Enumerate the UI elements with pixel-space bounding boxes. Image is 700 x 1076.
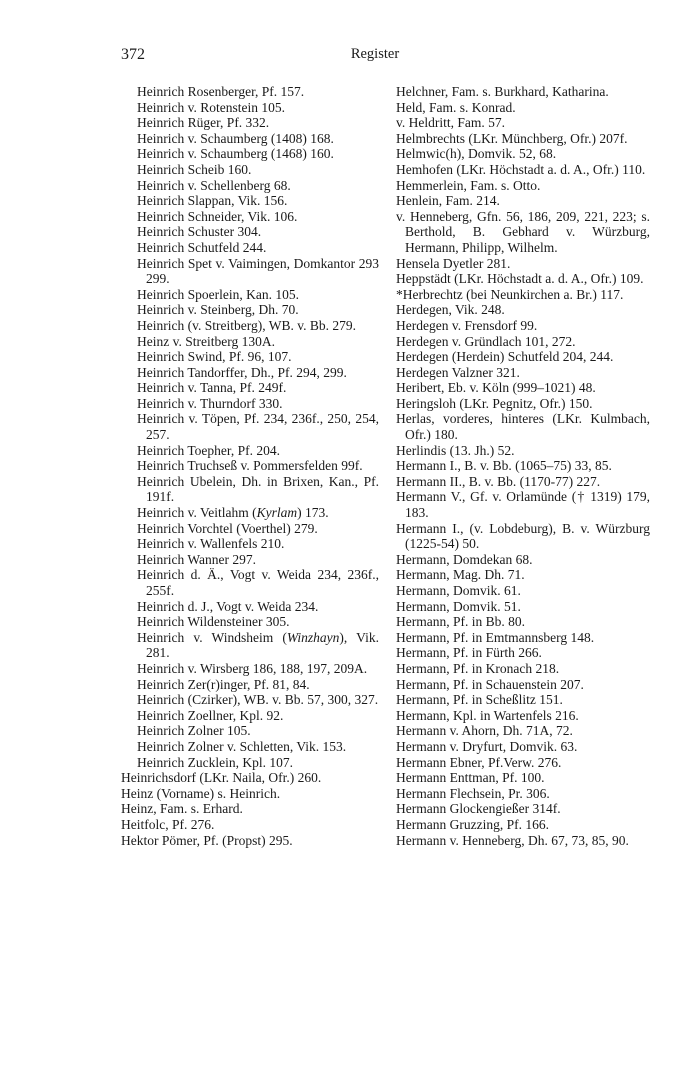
index-entry: Heinrich Zoellner, Kpl. 92. bbox=[137, 707, 284, 723]
index-entry: Heinrich v. Wallenfels 210. bbox=[137, 536, 285, 552]
index-entry: Heinrich v. Steinberg, Dh. 70. bbox=[137, 302, 299, 318]
index-entry: Heinrich Schuster 304. bbox=[137, 224, 262, 240]
index-entry: Hermann II., B. v. Bb. (1170-77) 227. bbox=[396, 473, 601, 489]
index-entry: Hemhofen (LKr. Höchstadt a. d. A., Ofr.) 110. bbox=[396, 161, 646, 177]
entry-italic-text: Kyrlam bbox=[256, 505, 298, 521]
index-entry: Herdegen, Vik. 248. bbox=[396, 302, 505, 318]
index-entry: Heinrich Spoerlein, Kan. 105. bbox=[137, 286, 299, 302]
index-entry: Herdegen v. Frensdorf 99. bbox=[396, 317, 538, 333]
running-title: Register bbox=[350, 46, 400, 62]
index-entry: Heinrich Schutfeld 244. bbox=[137, 239, 267, 255]
index-entry: Hermann Enttman, Pf. 100. bbox=[396, 770, 545, 786]
index-entry: Hermann Flechsein, Pr. 306. bbox=[396, 785, 550, 801]
entry-text: ), Vik. 281. bbox=[146, 629, 379, 661]
index-entry: Heinrich Slappan, Vik. 156. bbox=[137, 193, 288, 209]
index-entry: Heinrich Zolner 105. bbox=[137, 723, 251, 739]
index-entry: Heinrich Zer(r)inger, Pf. 81, 84. bbox=[137, 676, 310, 692]
index-entry: Hermann, Pf. in Kronach 218. bbox=[396, 660, 560, 676]
entry-italic-text: Winzhayn bbox=[286, 629, 340, 645]
index-entry: Herlindis (13. Jh.) 52. bbox=[396, 442, 515, 458]
index-entry: Helchner, Fam. s. Burkhard, Katharina. bbox=[396, 84, 609, 99]
index-entry: Heinrich Zolner v. Schletten, Vik. 153. bbox=[137, 738, 347, 754]
index-entry: Heinrich v. Rotenstein 105. bbox=[137, 99, 285, 115]
index-entry: Heinrich Schneider, Vik. 106. bbox=[137, 208, 298, 224]
index-entry: Heinrich Rüger, Pf. 332. bbox=[137, 115, 270, 131]
index-entry: Heinz (Vorname) s. Heinrich. bbox=[121, 785, 281, 801]
index-entry: Heinrich v. Schellenberg 68. bbox=[137, 177, 291, 193]
index-entry: Heinrich Swind, Pf. 96, 107. bbox=[137, 349, 292, 365]
index-entry: Heinrich Spet v. Vaimingen, Domkantor 293 299. bbox=[137, 255, 379, 287]
index-entry: Heinrich Zucklein, Kpl. 107. bbox=[137, 754, 293, 770]
index-entry: Hermann I., (v. Lobdeburg), B. v. Würzburg (1225-54) 50. bbox=[396, 520, 650, 552]
index-entry: Heinrich v. Wirsberg 186, 188, 197, 209A. bbox=[137, 660, 368, 676]
index-entry: Heinrich v. Tanna, Pf. 249f. bbox=[137, 380, 287, 396]
index-entry: Hektor Pömer, Pf. (Propst) 295. bbox=[121, 832, 293, 848]
index-entry: Hermann Gruzzing, Pf. 166. bbox=[396, 816, 549, 832]
index-entry: Heinrich (Czirker), WB. v. Bb. 57, 300, 327. bbox=[137, 692, 379, 708]
index-entry: Hemmerlein, Fam. s. Otto. bbox=[396, 177, 541, 193]
index-entry: v. Heldritt, Fam. 57. bbox=[396, 115, 505, 131]
index-entry: Herlas, vorderes, hinteres (LKr. Kulmbach, Ofr.) 180. bbox=[396, 411, 650, 443]
index-entry: Hermann, Pf. in Bb. 80. bbox=[396, 614, 525, 630]
index-entry: Heinz, Fam. s. Erhard. bbox=[121, 801, 243, 817]
index-column-right bbox=[396, 84, 650, 848]
index-column-left bbox=[121, 84, 379, 848]
index-entry: Heinrich d. J., Vogt v. Weida 234. bbox=[137, 598, 319, 614]
index-entry: Hermann v. Henneberg, Dh. 67, 73, 85, 90. bbox=[396, 832, 629, 848]
entry-text: Heinrich v. Windsheim ( bbox=[137, 629, 287, 645]
index-entry: Hermann I., B. v. Bb. (1065–75) 33, 85. bbox=[396, 458, 612, 474]
entry-text: ) 173. bbox=[297, 505, 329, 521]
index-entry: Hermann v. Dryfurt, Domvik. 63. bbox=[396, 738, 578, 754]
index-entry: Heinrich v. Schaumberg (1408) 168. bbox=[137, 130, 334, 146]
index-entry: Heinrich v. Töpen, Pf. 234, 236f., 250, 254, 257. bbox=[137, 411, 379, 443]
index-entry: Helmwic(h), Domvik. 52, 68. bbox=[396, 146, 557, 162]
index-entry: Herdegen Valzner 321. bbox=[396, 364, 520, 380]
index-entry: Heinrich Wildensteiner 305. bbox=[137, 614, 290, 630]
index-entry: Helmbrechts (LKr. Münchberg, Ofr.) 207f. bbox=[396, 130, 628, 146]
index-entry: Hermann, Domvik. 61. bbox=[396, 583, 521, 598]
index-entry: Heinrich Wanner 297. bbox=[137, 551, 257, 567]
index-entry: Heinrich d. Ä., Vogt v. Weida 234, 236f., 255f. bbox=[137, 567, 379, 598]
index-entry: Hermann, Domvik. 51. bbox=[396, 598, 521, 614]
index-entry: Herdegen (Herdein) Schutfeld 204, 244. bbox=[396, 349, 614, 365]
index-entry: Heinrich Tandorffer, Dh., Pf. 294, 299. bbox=[137, 364, 347, 380]
index-entry: Hermann, Mag. Dh. 71. bbox=[396, 567, 525, 583]
index-entry: v. Henneberg, Gfn. 56, 186, 209, 221, 223; s. Berthold, B. Gebhard v. Würzburg, Hermann, Philipp, Wilhelm. bbox=[396, 208, 650, 255]
index-entry: Hermann Ebner, Pf.Verw. 276. bbox=[396, 754, 562, 770]
index-entry: Heinrich Toepher, Pf. 204. bbox=[137, 442, 280, 458]
index-entry: Hensela Dyetler 281. bbox=[396, 255, 511, 271]
index-entry: Held, Fam. s. Konrad. bbox=[396, 99, 516, 115]
index-entry: Heinrich Truchseß v. Pommersfelden 99f. bbox=[137, 458, 363, 474]
index-entry bbox=[137, 630, 379, 661]
index-entry: Hermann, Kpl. in Wartenfels 216. bbox=[396, 707, 579, 723]
index-entry: Heinrich (v. Streitberg), WB. v. Bb. 279. bbox=[137, 317, 356, 333]
index-entry: Hermann, Pf. in Emtmannsberg 148. bbox=[396, 629, 595, 645]
index-entry: Heringsloh (LKr. Pegnitz, Ofr.) 150. bbox=[396, 395, 593, 411]
index-entry: Hermann Glockengießer 314f. bbox=[396, 801, 561, 817]
index-entry: Henlein, Fam. 214. bbox=[396, 193, 500, 209]
index-entry: Heitfolc, Pf. 276. bbox=[121, 816, 215, 832]
index-entry: Heppstädt (LKr. Höchstadt a. d. A., Ofr.) 109. bbox=[396, 271, 644, 287]
index-entry: Heinrichsdorf (LKr. Naila, Ofr.) 260. bbox=[121, 770, 322, 786]
page-number: 372 bbox=[121, 46, 145, 63]
index-entry: Herdegen v. Gründlach 101, 272. bbox=[396, 333, 576, 349]
index-entry: Hermann v. Ahorn, Dh. 71A, 72. bbox=[396, 723, 573, 739]
index-entry: Heinrich Rosenberger, Pf. 157. bbox=[137, 84, 305, 99]
index-entry: Heinrich v. Schaumberg (1468) 160. bbox=[137, 146, 334, 162]
index-entry: Hermann V., Gf. v. Orlamünde († 1319) 179, 183. bbox=[396, 489, 650, 521]
index-entry: *Herbrechtz (bei Neunkirchen a. Br.) 117. bbox=[396, 286, 624, 302]
index-entry: Heribert, Eb. v. Köln (999–1021) 48. bbox=[396, 380, 596, 396]
index-entry bbox=[137, 505, 379, 521]
entry-text: Heinrich v. Veitlahm ( bbox=[137, 505, 257, 521]
index-entry: Heinz v. Streitberg 130A. bbox=[137, 333, 275, 349]
index-entry: Heinrich v. Thurndorf 330. bbox=[137, 395, 283, 411]
index-entry: Heinrich Ubelein, Dh. in Brixen, Kan., Pf. 191f. bbox=[137, 473, 379, 505]
index-entry: Heinrich Scheib 160. bbox=[137, 161, 252, 177]
index-entry: Heinrich Vorchtel (Voerthel) 279. bbox=[137, 520, 318, 536]
index-entry: Hermann, Pf. in Scheßlitz 151. bbox=[396, 692, 563, 708]
index-entry: Hermann, Pf. in Fürth 266. bbox=[396, 645, 542, 661]
index-entry: Hermann, Domdekan 68. bbox=[396, 551, 533, 567]
index-entry: Hermann, Pf. in Schauenstein 207. bbox=[396, 676, 584, 692]
